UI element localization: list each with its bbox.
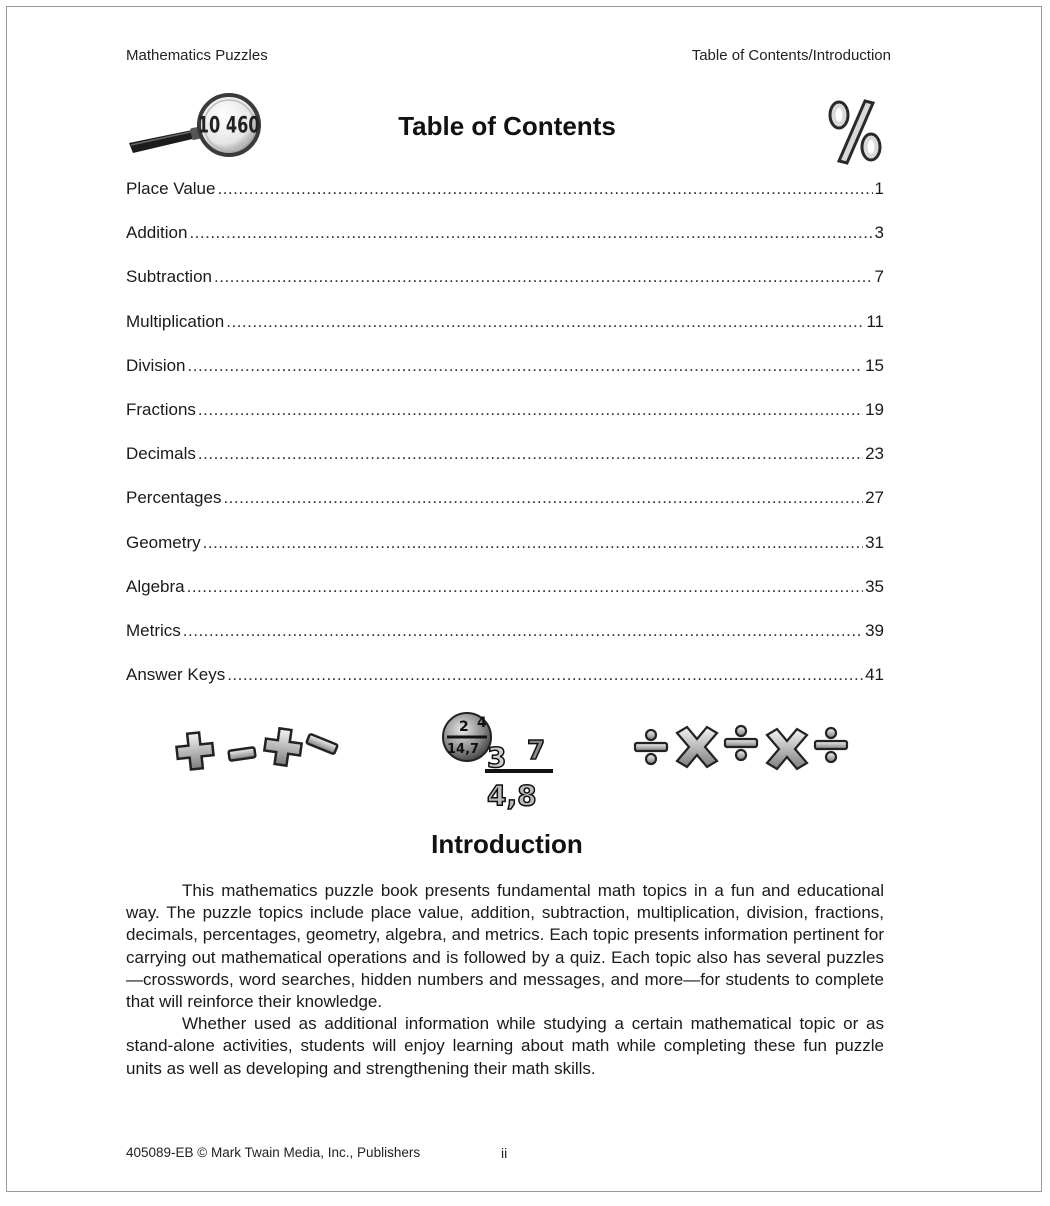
toc-entry <box>126 312 884 356</box>
magnifier-numbers: 10 460 <box>197 111 260 139</box>
running-header-section: Table of Contents/Introduction <box>691 47 891 64</box>
toc-entry <box>126 267 884 311</box>
toc-leader-dots <box>223 488 863 508</box>
intro-paragraph: This mathematics puzzle book presents fundamental math topics in a fun and educational way. The puzzle topics include place value, addition, subtraction, multiplication, division, fractions, decimals, percentages, geometry, algebra, and metrics. Each topic presents information pertinent for carrying out mathematical operations and is followed by a quiz. Each topic also has several puzzles—crosswords, word searches, hidden numbers and messages, and more—for students to complete that will reinforce their knowledge. <box>126 881 884 1012</box>
toc-entry <box>126 488 884 532</box>
toc-entry-page: 27 <box>865 488 884 508</box>
toc-entry-page: 3 <box>874 223 884 243</box>
plus-minus-icon <box>175 727 338 771</box>
toc-entry <box>126 621 884 665</box>
toc-leader-dots <box>226 312 864 332</box>
fraction-digit: 3 <box>487 741 507 774</box>
toc-leader-dots <box>203 533 863 553</box>
percent-icon <box>821 97 891 167</box>
toc-entry-label: Multiplication <box>126 311 225 331</box>
intro-body <box>126 880 884 1080</box>
toc-entry-page: 23 <box>865 444 884 464</box>
toc-leader-dots <box>189 223 872 243</box>
toc-entry-page: 11 <box>866 311 884 331</box>
toc-entry-label: Percentages <box>126 488 222 508</box>
toc-entry-page: 1 <box>874 179 884 198</box>
toc-entry <box>126 223 884 267</box>
toc-leader-dots <box>227 665 863 685</box>
toc-entry-label: Subtraction <box>126 267 212 287</box>
toc-leader-dots <box>217 179 872 199</box>
toc-entry-page: 15 <box>865 355 884 375</box>
toc-entry-page: 35 <box>865 576 884 596</box>
footer-publisher: 405089-EB © Mark Twain Media, Inc., Publishers <box>126 1145 421 1160</box>
toc-leader-dots <box>198 400 863 420</box>
toc-entry <box>126 356 884 400</box>
toc-leader-dots <box>188 356 864 376</box>
toc-entry <box>126 577 884 621</box>
toc-entry <box>126 179 884 223</box>
fraction-digit: 7 <box>527 736 546 766</box>
toc-entry-label: Decimals <box>126 444 196 464</box>
toc-list <box>126 179 884 709</box>
toc-entry-page: 7 <box>874 267 884 287</box>
fraction-digit: 4 <box>477 715 487 731</box>
toc-entry-page: 39 <box>865 620 884 640</box>
fraction-digit: 4,8 <box>487 779 537 812</box>
toc-title: Table of Contents <box>398 111 616 141</box>
intro-paragraph: Whether used as additional information while studying a certain mathematical topic or as stand-alone activities, students will enjoy learning about math while completing these fun puzzle units as well as developing and strengthening their math skills. <box>126 1014 884 1078</box>
running-header-title: Mathematics Puzzles <box>126 47 268 64</box>
fraction-digit: 14,7 <box>447 742 480 757</box>
toc-entry <box>126 444 884 488</box>
footer-page-number: ii <box>501 1145 508 1161</box>
toc-entry <box>126 400 884 444</box>
toc-entry-label: Division <box>126 355 186 375</box>
toc-leader-dots <box>214 267 873 287</box>
toc-entry-label: Addition <box>126 223 188 243</box>
document-page <box>6 6 1042 1192</box>
toc-entry <box>126 533 884 577</box>
toc-leader-dots <box>198 444 863 464</box>
toc-entry-label: Answer Keys <box>126 665 226 685</box>
toc-entry <box>126 665 884 709</box>
toc-entry-page: 31 <box>865 532 884 552</box>
intro-title: Introduction <box>431 829 583 859</box>
toc-entry-label: Metrics <box>126 620 181 640</box>
fractions-icon <box>443 713 553 812</box>
math-symbols-row <box>7 707 1043 817</box>
toc-entry-label: Algebra <box>126 576 185 596</box>
fraction-digit: 2 <box>459 719 469 735</box>
toc-entry-page: 19 <box>865 399 884 419</box>
toc-leader-dots <box>183 621 863 641</box>
toc-entry-label: Place Value <box>126 179 216 198</box>
toc-leader-dots <box>187 577 863 597</box>
divide-times-icon <box>635 726 847 769</box>
toc-entry-label: Fractions <box>126 399 196 419</box>
toc-entry-label: Geometry <box>126 532 201 552</box>
toc-entry-page: 41 <box>865 665 884 685</box>
